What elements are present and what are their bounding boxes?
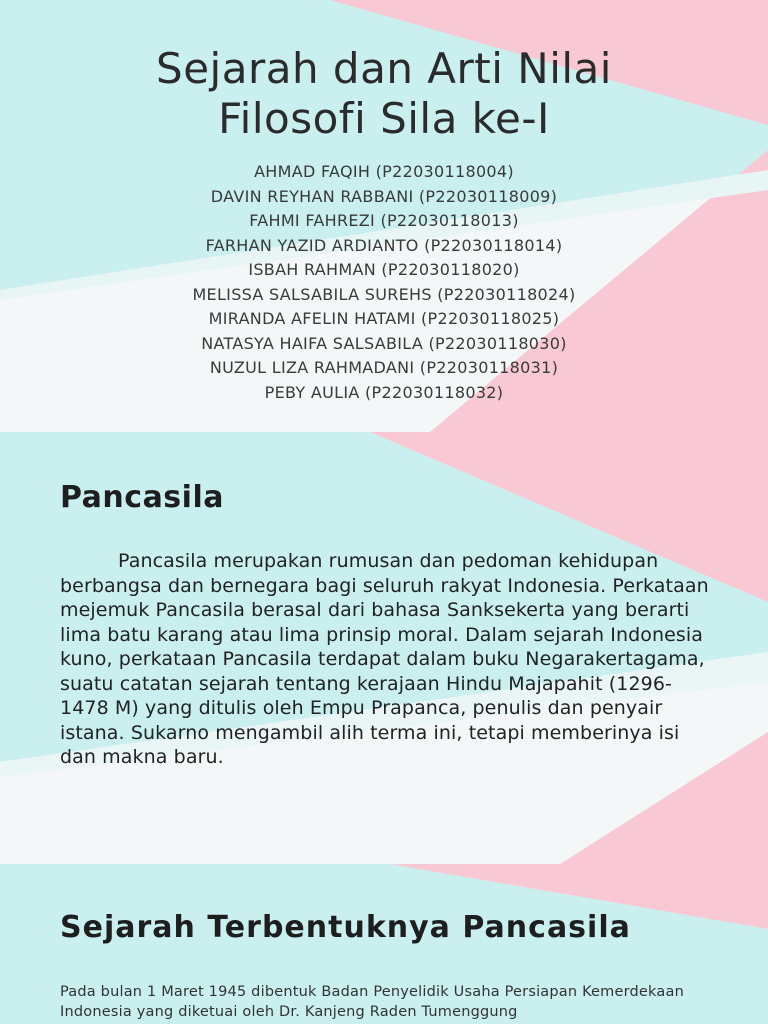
title-line-1: Sejarah dan Arti Nilai	[156, 44, 612, 93]
member-item: FARHAN YAZID ARDIANTO (P22030118014)	[205, 235, 563, 255]
member-item: PEBY AULIA (P22030118032)	[264, 382, 504, 402]
member-item: MIRANDA AFELIN HATAMI (P22030118025)	[208, 309, 560, 328]
member-item: NATASYA HAIFA SALSABILA (P22030118030)	[201, 333, 567, 353]
slide-body-text	[60, 549, 720, 770]
pancasila-slide	[0, 432, 768, 864]
title-line-2: Filosofi Sila ke-I	[218, 94, 550, 143]
slide-heading: Pancasila	[60, 480, 224, 515]
member-item: AHMAD FAQIH (P22030118004)	[254, 162, 514, 181]
member-item: ISBAH RAHMAN (P22030118020)	[248, 260, 520, 279]
member-item: DAVIN REYHAN RABBANI (P22030118009)	[210, 186, 558, 206]
slide-heading: Sejarah Terbentuknya Pancasila	[60, 910, 631, 945]
slide-body-text: Pada bulan 1 Maret 1945 dibentuk Badan Penyelidik Usaha Persiapan Kemerdekaan Indonesia yang diketuai oleh Dr. Kanjeng Raden Tumenggung	[60, 984, 684, 1020]
member-list	[0, 160, 768, 405]
history-slide	[0, 864, 768, 1024]
body-paragraph: Pancasila merupakan rumusan dan pedoman kehidupan berbangsa dan bernegara bagi seluruh rakyat Indonesia. Perkataan mejemuk Pancasila berasal dari bahasa Sanksekerta yang berarti lima batu karang atau lima prinsip moral. Dalam sejarah Indonesia kuno, perkataan Pancasila terdapat dalam buku Negarakertagama, suatu catatan sejarah tentang kerajaan Hindu Majapahit (1296-1478 M) yang ditulis oleh Empu Prapanca, penulis dan penyair istana. Sukarno mengambil alih terma ini, tetapi memberinya isi dan makna baru.	[60, 550, 709, 768]
member-item: FAHMI FAHREZI (P22030118013)	[249, 211, 519, 230]
member-item: NUZUL LIZA RAHMADANI (P22030118031)	[209, 358, 559, 377]
presentation-title	[0, 0, 768, 144]
title-slide	[0, 0, 768, 432]
member-item: MELISSA SALSABILA SUREHS (P22030118024)	[192, 284, 576, 304]
